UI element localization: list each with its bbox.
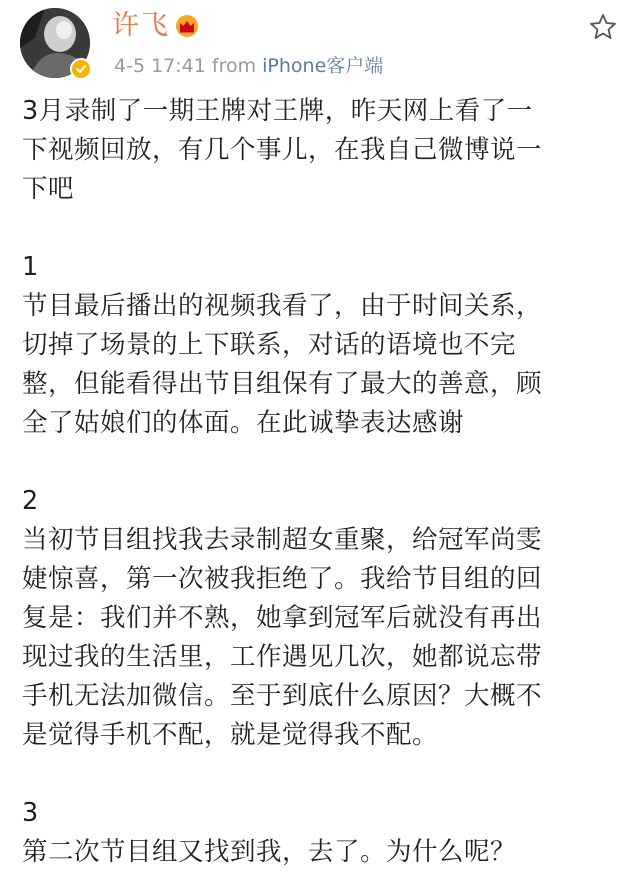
post-source[interactable]: iPhone客户端 [262, 55, 384, 77]
section-number: 1 [22, 252, 39, 282]
post-line: 现过我的生活里，工作遇见几次，她都说忘带 [22, 642, 543, 672]
from-label: from [211, 55, 257, 77]
paragraph-gap [22, 209, 622, 248]
section-number: 2 [22, 486, 39, 516]
post-line: 下吧 [22, 174, 75, 204]
post-line: 3月录制了一期王牌对王牌，昨天网上看了一 [22, 96, 533, 126]
post-meta [114, 52, 383, 80]
crown-icon [174, 14, 200, 38]
post-timestamp: 4-5 17:41 [114, 55, 206, 77]
star-icon[interactable] [588, 12, 618, 42]
post-line: 当初节目组找我去录制超女重聚，给冠军尚雯 [22, 525, 543, 555]
post-body [22, 92, 622, 872]
post-line: 是觉得手机不配，就是觉得我不配。 [22, 720, 439, 750]
post-line: 节目最后播出的视频我看了，由于时间关系， [22, 291, 543, 321]
post-line: 手机无法加微信。至于到底什么原因？大概不 [22, 681, 543, 711]
post-header [0, 0, 640, 92]
verified-badge-icon [70, 58, 92, 80]
paragraph-gap [22, 755, 622, 794]
post-line: 下视频回放，有几个事儿，在我自己微博说一 [22, 135, 543, 165]
username[interactable]: 许飞 [112, 10, 170, 41]
post-line: 切掉了场景的上下联系，对话的语境也不完 [22, 330, 517, 360]
section-number: 3 [22, 798, 39, 828]
post-line: 复是：我们并不熟，她拿到冠军后就没有再出 [22, 603, 543, 633]
paragraph-gap [22, 443, 622, 482]
post-line: 婕惊喜，第一次被我拒绝了。我给节目组的回 [22, 564, 543, 594]
post-line: 第二次节目组又找到我，去了。为什么呢？ [22, 837, 517, 867]
post-line: 整，但能看得出节目组保有了最大的善意，顾 [22, 369, 543, 399]
post-line: 全了姑娘们的体面。在此诚挚表达感谢 [22, 408, 465, 438]
